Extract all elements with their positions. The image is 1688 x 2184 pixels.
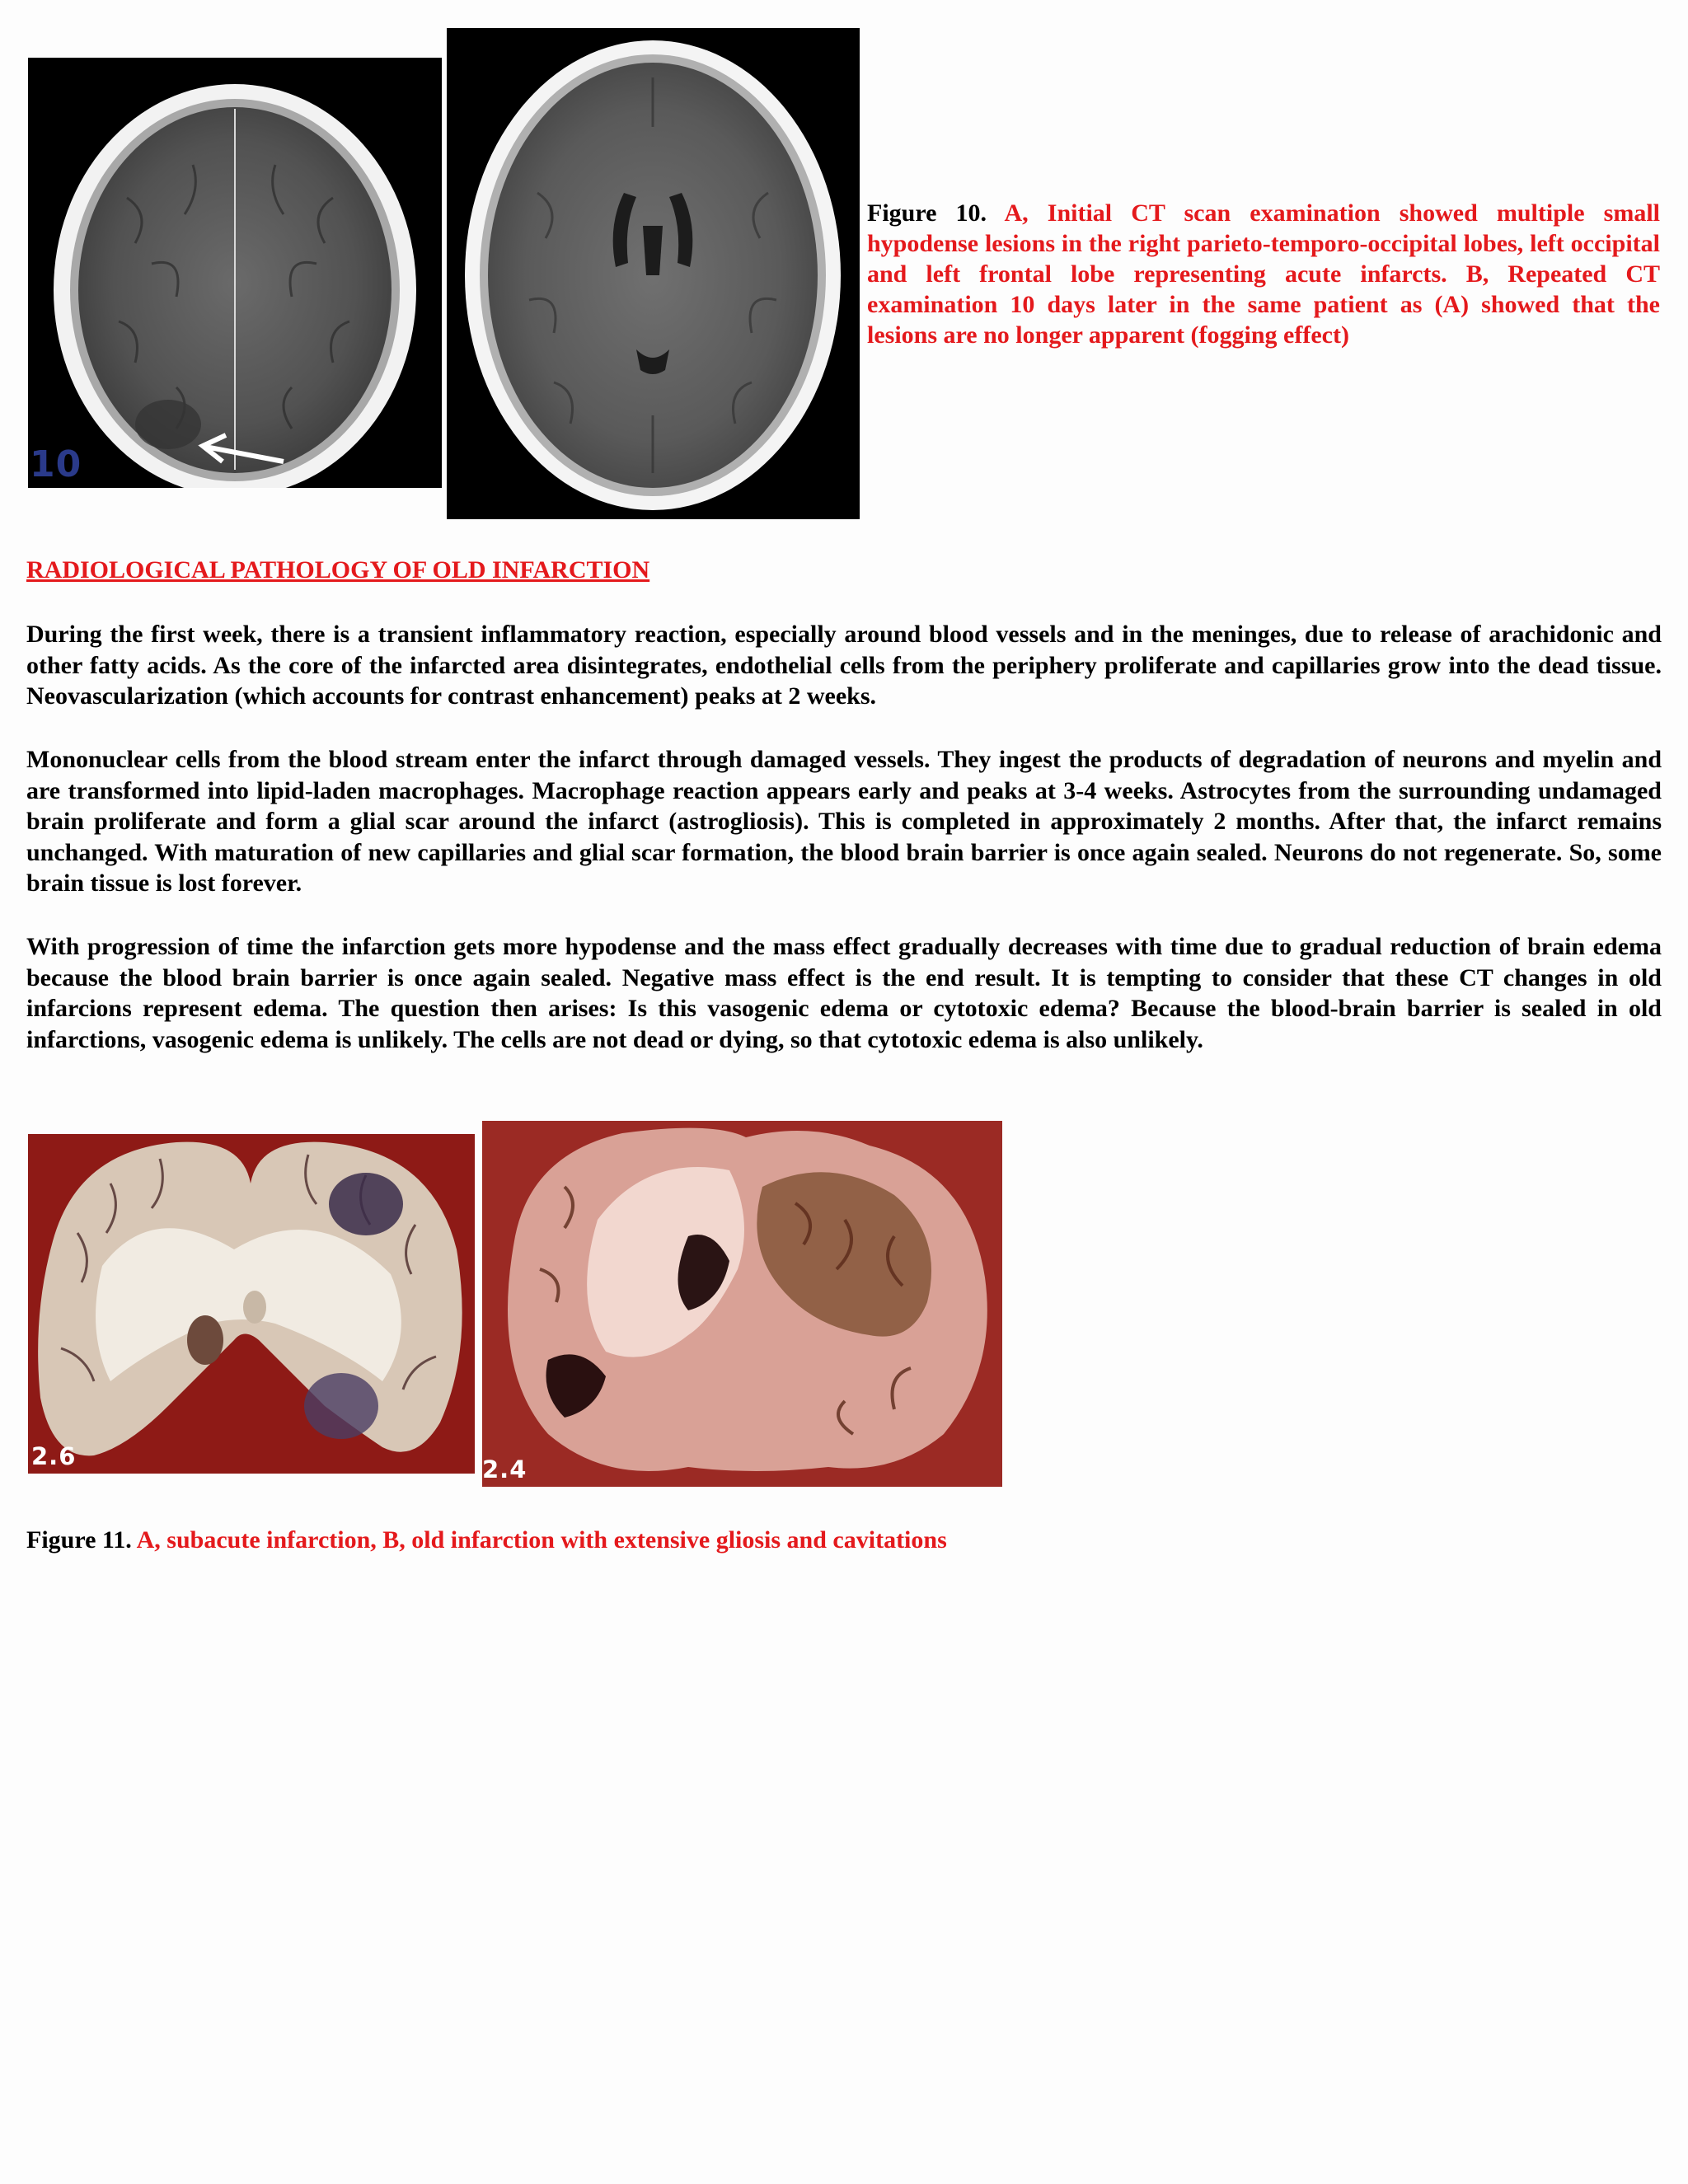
figure10-caption	[867, 198, 1660, 350]
body-paragraph-2: Mononuclear cells from the blood stream enter the infarct through damaged vessels. They ingest the products of degradation of neurons and myelin and are transformed into lipid-laden macrophages. Macrophage reaction appears early and peaks at 3-4 weeks. Astrocytes from the surrounding undamaged brain proliferate and form a glial scar around the infarct (astrogliosis). This is completed in approximately 2 months. After that, the infarct remains unchanged. With maturation of new capillaries and glial scar formation, the blood brain barrier is once again sealed. Neurons do not regenerate. So, some brain tissue is lost forever.	[26, 746, 1662, 897]
figure11-caption	[26, 1525, 1180, 1555]
ct-scan-b-graphic	[447, 28, 860, 519]
figure11-caption-lead: Figure 11.	[26, 1526, 132, 1554]
figure11-caption-text: A, subacute infarction, B, old infarction with extensive gliosis and cavitations	[136, 1526, 947, 1554]
figure11-image-b	[482, 1121, 1002, 1487]
body-paragraph-1: During the first week, there is a transient inflammatory reaction, especially around blood vessels and in the meninges, due to release of arachidonic and other fatty acids. As the core of the infarcted area disintegrates, endothelial cells from the periphery proliferate and capillaries grow into the dead tissue. Neovascularization (which accounts for contrast enhancement) peaks at 2 weeks.	[26, 621, 1662, 710]
section-heading: RADIOLOGICAL PATHOLOGY OF OLD INFARCTION	[26, 556, 650, 583]
figure10-caption-text: A, Initial CT scan examination showed multiple small hypodense lesions in the right parieto-temporo-occipital lobes, left occipital and left frontal lobe representing acute infarcts. B, Repeated CT examination 10 days later in the same patient as (A) showed that the lesions are no longer apparent (fogging effect)	[867, 199, 1660, 349]
figure10-image-a	[28, 58, 442, 488]
figure11-image-a-label: 2.6	[31, 1442, 77, 1470]
gross-specimen-b-graphic	[482, 1121, 1002, 1487]
ct-scan-a-graphic	[28, 58, 442, 488]
gross-specimen-a-graphic	[28, 1134, 475, 1474]
body-paragraph-3: With progression of time the infarction gets more hypodense and the mass effect gradually decreases with time due to gradual reduction of brain edema because the blood brain barrier is once again sealed. Negative mass effect is the end result. It is tempting to consider that these CT changes in old infarcions represent edema. The question then arises: Is this vasogenic edema or cytotoxic edema? Because the blood-brain barrier is sealed in old infarctions, vasogenic edema is unlikely. The cells are not dead or dying, so that cytotoxic edema is also unlikely.	[26, 933, 1662, 1053]
figure11-image-b-label: 2.4	[482, 1455, 528, 1483]
figure11-image-a	[28, 1134, 475, 1474]
figure10-image-b	[447, 28, 860, 519]
figure10-image-a-label: 10	[30, 443, 82, 485]
figure10-caption-lead: Figure 10.	[867, 199, 987, 227]
